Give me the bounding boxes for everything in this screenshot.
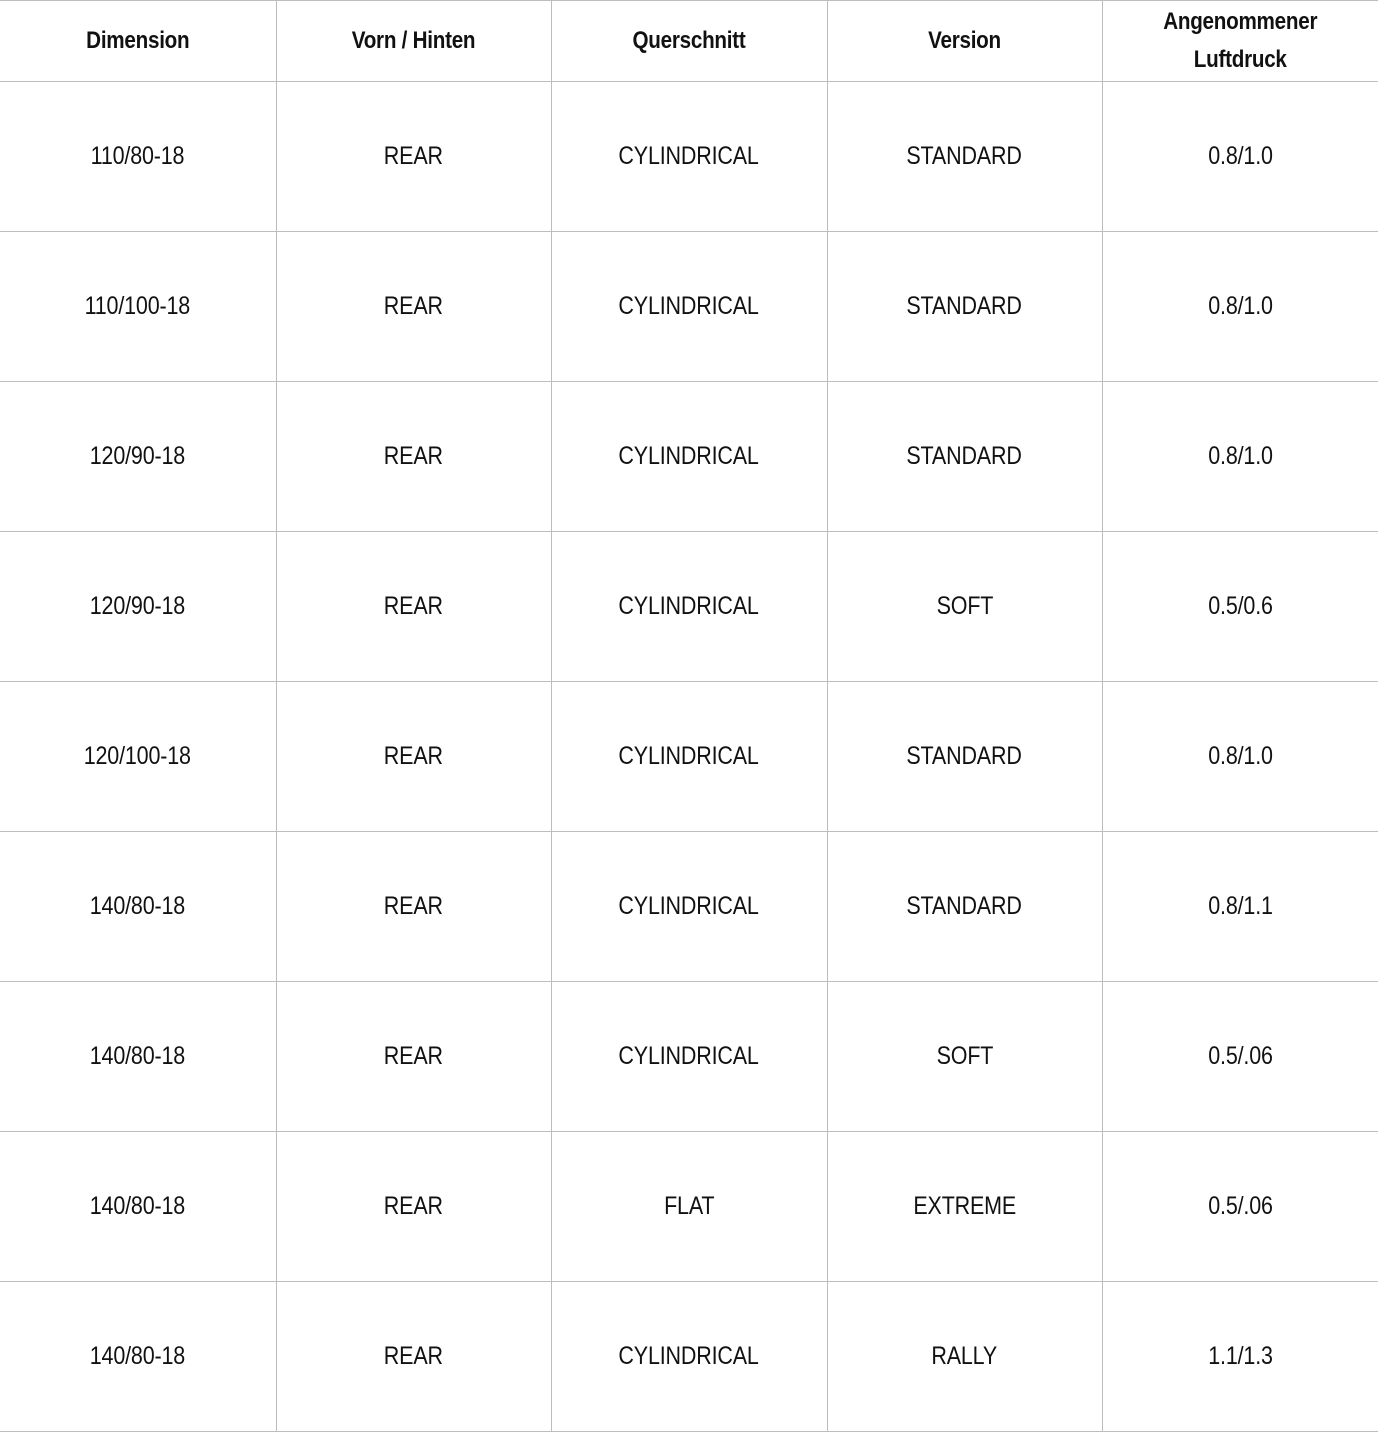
header-dimension: Dimension (19, 1, 256, 82)
cell-front-rear: REAR (276, 232, 551, 382)
cell-cross-section: CYLINDRICAL (551, 982, 827, 1132)
cell-cross-section: CYLINDRICAL (551, 82, 827, 232)
cell-cross-section: CYLINDRICAL (551, 382, 827, 532)
cell-dimension: 140/80-18 (0, 832, 276, 982)
cell-version: STANDARD (827, 82, 1102, 232)
header-front-rear: Vorn / Hinten (295, 1, 532, 82)
cell-dimension: 110/80-18 (0, 82, 276, 232)
cell-front-rear: REAR (276, 532, 551, 682)
cell-front-rear: REAR (276, 382, 551, 532)
cell-front-rear: REAR (276, 1132, 551, 1282)
cell-air-pressure: 0.8/1.1 (1102, 832, 1378, 982)
cell-air-pressure: 0.8/1.0 (1102, 682, 1378, 832)
table-row (0, 1282, 1378, 1432)
cell-front-rear: REAR (276, 682, 551, 832)
cell-version: STANDARD (827, 682, 1102, 832)
cell-front-rear: REAR (276, 1282, 551, 1432)
cell-version: STANDARD (827, 832, 1102, 982)
cell-cross-section: CYLINDRICAL (551, 232, 827, 382)
cell-front-rear: REAR (276, 982, 551, 1132)
table-body (0, 82, 1378, 1432)
cell-dimension: 140/80-18 (0, 1132, 276, 1282)
cell-cross-section: CYLINDRICAL (551, 1282, 827, 1432)
cell-dimension: 120/90-18 (0, 532, 276, 682)
table-row (0, 682, 1378, 832)
cell-dimension: 110/100-18 (0, 232, 276, 382)
cell-air-pressure: 0.5/.06 (1102, 1132, 1378, 1282)
header-cross-section: Querschnitt (570, 1, 807, 82)
table-row (0, 232, 1378, 382)
table-row (0, 82, 1378, 232)
cell-cross-section: CYLINDRICAL (551, 682, 827, 832)
cell-version: EXTREME (827, 1132, 1102, 1282)
table-row (0, 1132, 1378, 1282)
table-header (0, 1, 1378, 82)
cell-dimension: 120/90-18 (0, 382, 276, 532)
cell-air-pressure: 0.8/1.0 (1102, 232, 1378, 382)
table-row (0, 382, 1378, 532)
cell-version: SOFT (827, 532, 1102, 682)
cell-cross-section: FLAT (551, 1132, 827, 1282)
cell-version: SOFT (827, 982, 1102, 1132)
header-air-pressure: Angenommener Luftdruck (1121, 1, 1358, 82)
cell-dimension: 120/100-18 (0, 682, 276, 832)
cell-front-rear: REAR (276, 82, 551, 232)
cell-cross-section: CYLINDRICAL (551, 832, 827, 982)
cell-version: STANDARD (827, 382, 1102, 532)
cell-version: RALLY (827, 1282, 1102, 1432)
cell-air-pressure: 0.8/1.0 (1102, 82, 1378, 232)
cell-air-pressure: 1.1/1.3 (1102, 1282, 1378, 1432)
header-version: Version (846, 1, 1083, 82)
cell-air-pressure: 0.8/1.0 (1102, 382, 1378, 532)
cell-dimension: 140/80-18 (0, 1282, 276, 1432)
table-row (0, 832, 1378, 982)
table-row (0, 982, 1378, 1132)
header-row (0, 1, 1378, 82)
cell-dimension: 140/80-18 (0, 982, 276, 1132)
cell-version: STANDARD (827, 232, 1102, 382)
cell-cross-section: CYLINDRICAL (551, 532, 827, 682)
cell-air-pressure: 0.5/.06 (1102, 982, 1378, 1132)
cell-front-rear: REAR (276, 832, 551, 982)
table-row (0, 532, 1378, 682)
cell-air-pressure: 0.5/0.6 (1102, 532, 1378, 682)
